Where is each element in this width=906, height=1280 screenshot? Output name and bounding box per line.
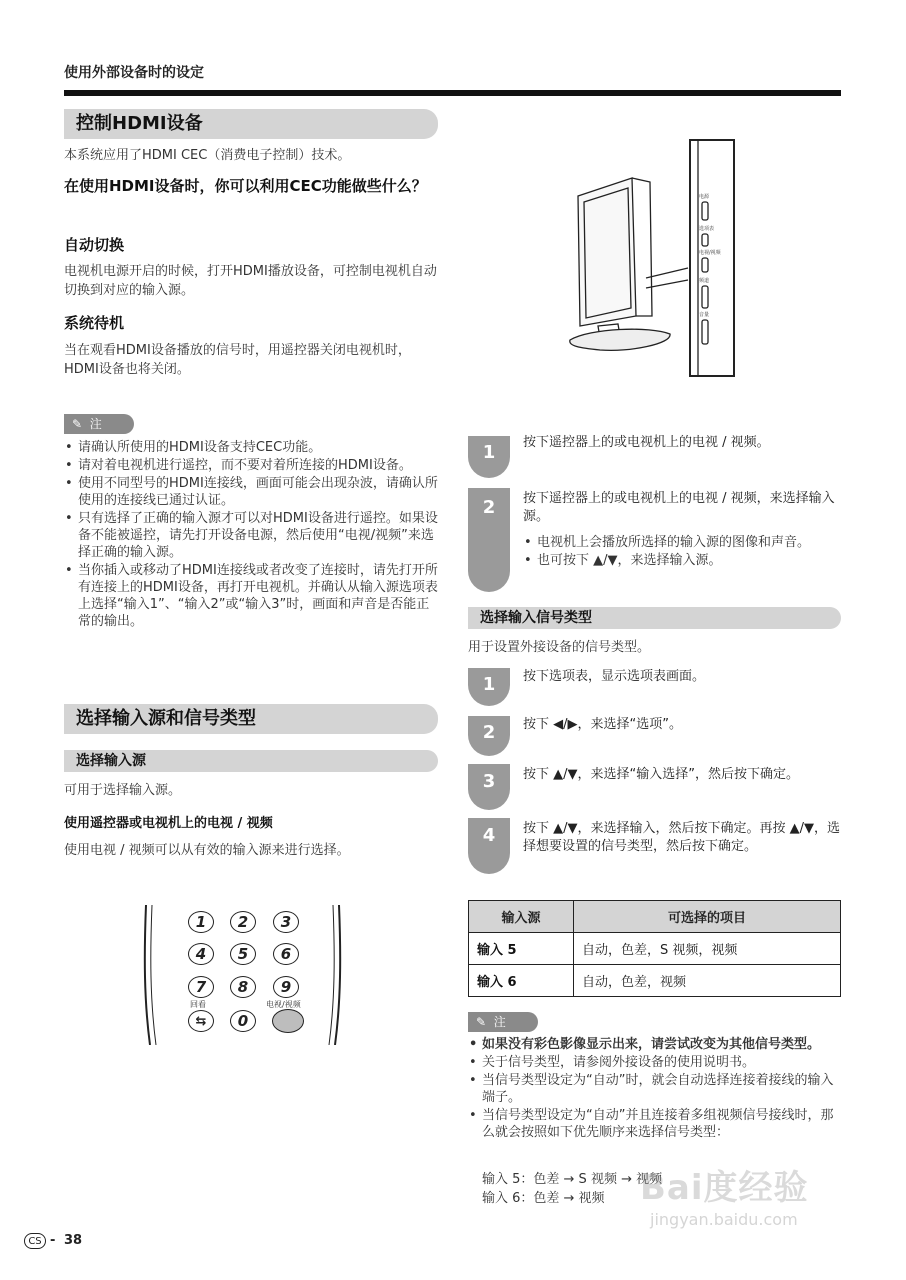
tv-label-input: 电视/视频 <box>699 250 721 256</box>
tv-video-label: 电视/视频 <box>266 1000 301 1009</box>
note-tag-1 <box>64 414 134 434</box>
step-text: 按下遥控器上的或电视机上的电视 / 视频，来选择输入源。 <box>523 491 835 524</box>
watermark-brand: Bai度经验 <box>640 1168 809 1208</box>
tv-label-volume: 音量 <box>699 312 710 318</box>
input-source-text: 可用于选择输入源。 <box>64 783 182 798</box>
step-text: 按下 ◀/▶，来选择“选项”。 <box>523 717 682 732</box>
note-item: • 当你插入或移动了HDMI连接线或者改变了连接时，请先打开所有连接上的HDMI设备，再打开电视机。并确认从输入源选项表上选择“输入1”、“输入2”或“输入3”时，画面和声音是否能正常的输出。 <box>64 562 440 630</box>
note-item: • 请对着电视机进行遥控，而不要对着所连接的HDMI设备。 <box>64 457 440 474</box>
key-4[interactable]: 4 <box>188 943 214 965</box>
key-7[interactable]: 7 <box>188 976 214 998</box>
step-text: 按下 ▲/▼，来选择输入，然后按下确定。再按 ▲/▼，选择想要设置的信号类型，然后按下确定。 <box>523 821 841 854</box>
page-number: 38 <box>64 1233 83 1248</box>
flashback-button[interactable] <box>188 1010 214 1032</box>
note-item: • 关于信号类型，请参阅外接设备的使用说明书。 <box>468 1054 844 1071</box>
pencil-icon: ✎ <box>476 1015 487 1029</box>
step-text: 按下选项表，显示选项表画面。 <box>523 669 706 684</box>
remote-illustration <box>140 905 345 1045</box>
tv-video-button[interactable] <box>272 1009 304 1033</box>
priority-list <box>482 1170 662 1208</box>
priority-item: 输入 6：色差 → 视频 <box>482 1191 605 1206</box>
note-item: • 请确认所使用的HDMI设备支持CEC功能。 <box>64 439 440 456</box>
key-1[interactable]: 1 <box>188 911 214 933</box>
step-number: 2 <box>468 488 510 592</box>
header-rule <box>64 90 841 96</box>
watermark-url: jingyan.baidu.com <box>650 1210 798 1229</box>
table-cell: 自动，色差，S 视频，视频 <box>574 933 841 965</box>
standby-text: 当在观看HDMI设备播放的信号时，用遥控器关闭电视机时，HDMI设备也将关闭。 <box>64 343 411 377</box>
remote-usage-text: 使用电视 / 视频可以从有效的输入源来进行选择。 <box>64 843 350 858</box>
section-title-input: 选择输入源和信号类型 <box>64 704 438 734</box>
standby-title: 系统待机 <box>64 314 125 332</box>
note-tag-2 <box>468 1012 538 1032</box>
tv-label-power: 电源 <box>699 194 710 200</box>
priority-item: 输入 5：色差 → S 视频 → 视频 <box>482 1172 663 1187</box>
note-item: • 当信号类型设定为“自动”并且连接着多组视频信号接线时，那么就会按照如下优先顺序来选择信号类型： <box>468 1107 844 1141</box>
auto-switch-text: 电视机电源开启的时候，打开HDMI播放设备，可控制电视机自动切换到对应的输入源。 <box>64 264 437 298</box>
remote-usage-title: 使用遥控器或电视机上的电视 / 视频 <box>64 816 273 831</box>
note-item: • 只有选择了正确的输入源才可以对HDMI设备进行遥控。如果设备不能被遥控，请先打开设备电源，然后使用“电视/视频”来选择正确的输入源。 <box>64 510 440 561</box>
note-label: 注 <box>89 417 102 431</box>
key-8[interactable]: 8 <box>230 976 256 998</box>
table-row <box>469 965 841 997</box>
step-number: 4 <box>468 818 510 874</box>
page-number-dash: - <box>50 1233 56 1248</box>
step-bullets <box>523 534 841 570</box>
tv-label-menu: 选项表 <box>699 226 715 232</box>
note-item: • 使用不同型号的HDMI连接线，画面可能会出现杂波，请确认所使用的连接线已通过认证。 <box>64 475 440 509</box>
tv-illustration <box>560 138 740 380</box>
subsection-title-input-source: 选择输入源 <box>64 750 438 772</box>
table-header: 输入源 <box>469 901 574 933</box>
section-title-hdmi: 控制HDMI设备 <box>64 109 438 139</box>
key-2[interactable]: 2 <box>230 911 256 933</box>
step-text: 按下遥控器上的或电视机上的电视 / 视频。 <box>523 435 770 450</box>
step-number: 3 <box>468 764 510 810</box>
step-number: 1 <box>468 668 510 706</box>
table-row <box>469 933 841 965</box>
table-cell: 输入 5 <box>469 933 574 965</box>
signal-type-table <box>468 900 841 997</box>
key-9[interactable]: 9 <box>273 976 299 998</box>
step-bullet: • 也可按下 ▲/▼，来选择输入源。 <box>523 552 841 569</box>
pencil-icon: ✎ <box>72 417 83 431</box>
step-bullet: • 电视机上会播放所选择的输入源的图像和声音。 <box>523 534 841 551</box>
notes-list-2 <box>468 1036 844 1142</box>
key-3[interactable]: 3 <box>273 911 299 933</box>
subsection-title-signal-type: 选择输入信号类型 <box>468 607 841 629</box>
note-item: • 当信号类型设定为“自动”时，就会自动选择连接着接线的输入端子。 <box>468 1072 844 1106</box>
tv-label-channel: 频道 <box>699 278 710 284</box>
auto-switch-title: 自动切换 <box>64 236 125 254</box>
signal-type-text: 用于设置外接设备的信号类型。 <box>468 640 651 655</box>
step-number: 2 <box>468 716 510 756</box>
note-label: 注 <box>493 1015 506 1029</box>
hdmi-intro: 本系统应用了HDMI CEC（消费电子控制）技术。 <box>64 148 351 163</box>
table-header: 可选择的项目 <box>574 901 841 933</box>
return-arrows-icon: ⇆ <box>195 1014 207 1029</box>
table-cell: 输入 6 <box>469 965 574 997</box>
back-label: 回看 <box>190 1000 206 1009</box>
step-text: 按下 ▲/▼，来选择“输入选择”，然后按下确定。 <box>523 767 799 782</box>
cec-question: 在使用HDMI设备时，你可以利用CEC功能做些什么？ <box>64 177 427 195</box>
table-cell: 自动，色差，视频 <box>574 965 841 997</box>
key-5[interactable]: 5 <box>230 943 256 965</box>
key-6[interactable]: 6 <box>273 943 299 965</box>
language-badge: CS <box>24 1233 46 1249</box>
page-header: 使用外部设备时的设定 <box>64 65 204 81</box>
key-0[interactable]: 0 <box>230 1010 256 1032</box>
notes-list-1 <box>64 439 440 631</box>
step-number: 1 <box>468 436 510 478</box>
note-item: • 如果没有彩色影像显示出来，请尝试改变为其他信号类型。 <box>468 1036 844 1053</box>
